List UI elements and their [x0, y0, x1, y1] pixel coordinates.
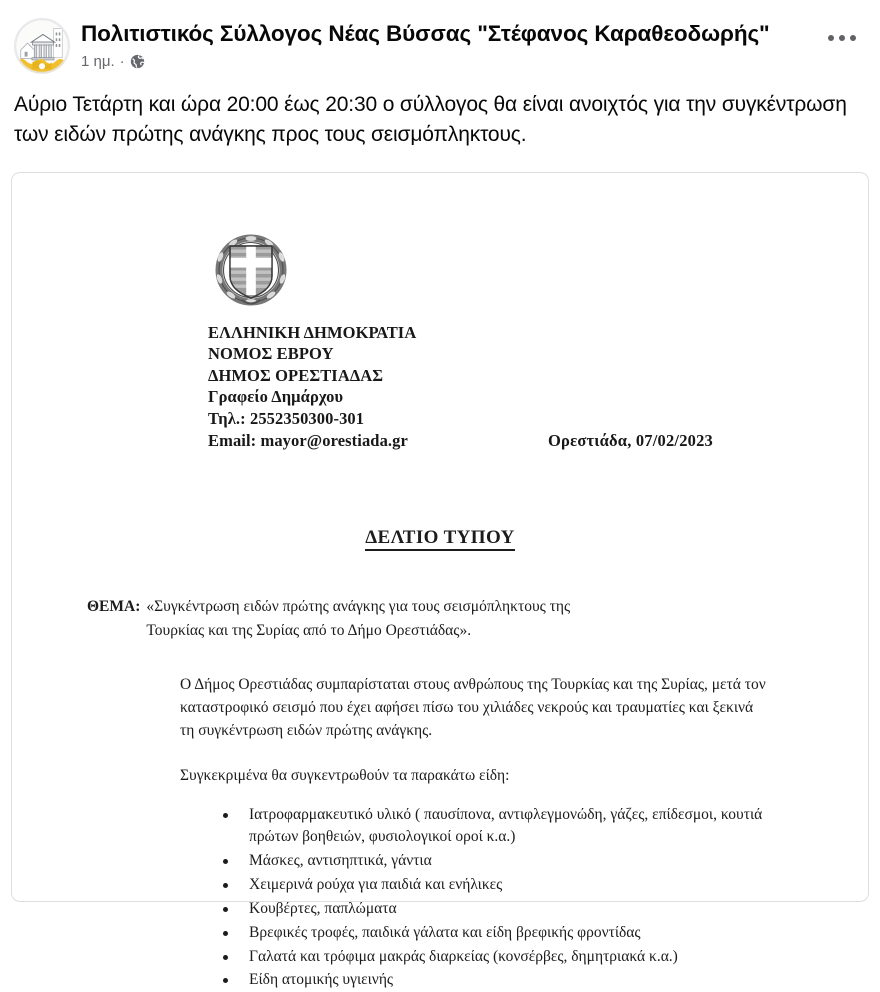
letterhead-line-3: ΔΗΜΟΣ ΟΡΕΣΤΙΑΔΑΣ: [208, 365, 384, 385]
post-meta: [81, 52, 866, 72]
list-item: Βρεφικές τροφές, παιδικά γάλατα και είδη βρεφικής φροντίδας: [214, 922, 774, 944]
subject-text: «Συγκέντρωση ειδών πρώτης ανάγκης για τους σεισμόπληκτους της Τουρκίας και της Συρίας από το Δήμο Ορεστιάδας».: [146, 598, 571, 639]
globe-icon[interactable]: [130, 54, 145, 69]
document-subject: [12, 595, 868, 642]
attached-document-card[interactable]: [11, 172, 869, 989]
letterhead-email: Email: mayor@orestiada.gr: [208, 430, 408, 450]
letterhead-lines: [208, 322, 868, 452]
post-header-text: [81, 18, 866, 71]
list-item: Ιατροφαρμακευτικό υλικό ( παυσίπονα, αντιφλεγμονώδη, γάζες, επίδεσμοι, κουτιά πρώτων βοηθειών, φυσιολογικοί οροί κ.α.): [214, 804, 774, 849]
post-header: [0, 0, 880, 74]
more-dot-2: [839, 35, 845, 41]
document-page: [12, 173, 868, 989]
avatar[interactable]: [14, 18, 70, 74]
subject-label: ΘΕΜΑ:: [87, 598, 141, 616]
page-title[interactable]: Πολιτιστικός Σύλλογος Νέας Βύσσας "Στέφανος Καραθεοδωρής": [81, 21, 770, 46]
letterhead-phone: Τηλ.: 2552350300-301: [208, 409, 365, 429]
more-dot-3: [850, 35, 856, 41]
list-item: Μάσκες, αντισηπτικά, γάντια: [214, 850, 774, 872]
list-item: Γαλατά και τρόφιμα μακράς διαρκείας (κονσέρβες, δημητριακά κ.α.): [214, 946, 774, 968]
document-item-list: [12, 804, 868, 992]
list-item: Χειμερινά ρούχα για παιδιά και ενήλικες: [214, 874, 774, 896]
meta-separator: ·: [119, 52, 125, 70]
cultural-association-logo-icon: [15, 19, 69, 73]
document-paragraph-2: Συγκεκριμένα θα συγκεντρωθούν τα παρακάτω είδη:: [180, 767, 510, 785]
list-item: Είδη ατομικής υγιεινής: [214, 969, 774, 991]
letterhead-line-4: Γραφείο Δημάρχου: [208, 387, 344, 407]
document-paragraph-1: Ο Δήμος Ορεστιάδας συμπαρίσταται στους ανθρώπους της Τουρκίας και της Συρίας, μετά τον καταστροφικό σεισμό που έχει αφήσει πίσω του χιλιάδες νεκρούς και τραυματίες και ξεκινά τη συγκέντρωση ειδών πρώτης ανάγκης.: [180, 676, 766, 740]
list-item: Κουβέρτες, παπλώματα: [214, 898, 774, 920]
document-title: ΔΕΛΤΙΟ ΤΥΠΟΥ: [12, 527, 868, 549]
post-message: Αύριο Τετάρτη και ώρα 20:00 έως 20:30 ο σύλλογος θα είναι ανοιχτός για την συγκέντρωση των ειδών πρώτης ανάγκης προς τους σεισμόπληκτους.: [14, 93, 847, 146]
document-letterhead: [12, 228, 868, 452]
letterhead-email-row: [208, 430, 868, 452]
document-place-date: Ορεστιάδα, 07/02/2023: [548, 430, 714, 450]
greek-coat-of-arms-icon: [208, 228, 294, 316]
post-timestamp[interactable]: 1 ημ.: [81, 52, 115, 70]
letterhead-line-1: ΕΛΛΗΝΙΚΗ ΔΗΜΟΚΡΑΤΙΑ: [208, 322, 417, 342]
more-dot-1: [828, 35, 834, 41]
letterhead-line-2: ΝΟΜΟΣ ΕΒΡΟΥ: [208, 344, 334, 364]
more-options-button[interactable]: [822, 26, 862, 50]
